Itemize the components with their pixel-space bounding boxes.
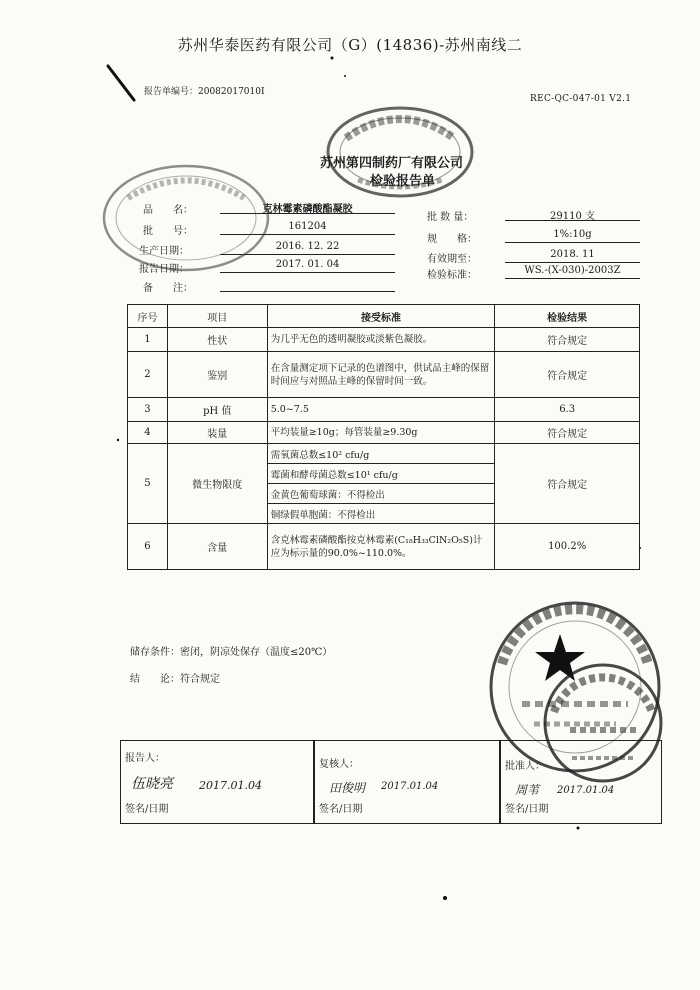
row-substandard: 金黄色葡萄球菌：不得检出 — [267, 484, 495, 504]
product-label: 品 名： — [143, 205, 193, 216]
mfg-date-label: 生产日期： — [139, 246, 189, 257]
spec-value: 1%:10g — [505, 229, 640, 243]
row-result: 100.2% — [495, 524, 640, 570]
approver-signature: 周苇 — [515, 783, 540, 797]
reporter-signature: 伍晓亮 — [131, 776, 173, 792]
conclusion: 结 论：符合规定 — [130, 674, 220, 685]
product-value: 克林霉素磷酸酯凝胶 — [220, 200, 395, 214]
col-header-result: 检验结果 — [495, 305, 640, 328]
row-result: 6.3 — [495, 398, 640, 422]
row-item: 鉴别 — [167, 352, 267, 398]
storage-conditions: 储存条件：密闭，阴凉处保存（温度≤20℃） — [130, 647, 333, 658]
row-no: 5 — [128, 444, 168, 524]
row-standard: 含克林霉素磷酸酯按克林霉素(C₁₈H₃₃ClN₂O₅S)计应为标示量的90.0%~110.0%。 — [267, 524, 495, 570]
reporter-title: 报告人： — [125, 753, 165, 764]
form-code: REC-QC-047-01 V2.1 — [530, 94, 632, 104]
reporter-date: 2017.01.04 — [199, 779, 262, 792]
spec-label: 规 格： — [427, 234, 477, 245]
row-item: 装量 — [167, 422, 267, 444]
row-result: 符合规定 — [495, 352, 640, 398]
row-result: 符合规定 — [495, 328, 640, 352]
company-name: 苏州第四制药厂有限公司 — [320, 156, 464, 171]
quantity-value: 29110 支 — [505, 207, 640, 221]
col-header-item: 项目 — [167, 305, 267, 328]
row-substandard: 霉菌和酵母菌总数≤10¹ cfu/g — [267, 464, 495, 484]
document-header: 苏州华泰医药有限公司（G）(14836)-苏州南线二 — [177, 36, 523, 54]
row-standard: 5.0~7.5 — [267, 398, 495, 422]
approver-sign-label: 签名/日期 — [505, 804, 549, 815]
standard-value: WS.-(X-030)-2003Z — [505, 265, 640, 279]
row-item: 微生物限度 — [167, 444, 267, 524]
report-date-label: 报告日期： — [139, 264, 189, 275]
row-no: 1 — [128, 328, 168, 352]
reporter-sign-label: 签名/日期 — [125, 804, 169, 815]
reviewer-sign-label: 签名/日期 — [319, 804, 363, 815]
row-no: 3 — [128, 398, 168, 422]
reviewer-title: 复核人： — [319, 759, 359, 770]
report-number: 报告单编号：20082017010I — [144, 87, 265, 97]
row-item: pH 值 — [167, 398, 267, 422]
quantity-label: 批 数 量： — [427, 212, 474, 223]
reviewer-signature: 田俊明 — [329, 781, 366, 795]
approver-date: 2017.01.04 — [557, 785, 615, 796]
row-standard: 为几乎无色的透明凝胶或淡紫色凝胶。 — [267, 328, 495, 352]
standard-label: 检验标准： — [427, 270, 477, 281]
expiry-label: 有效期至： — [427, 254, 477, 265]
row-result: 符合规定 — [495, 422, 640, 444]
row-standard: 在含量测定项下记录的色谱图中，供试品主峰的保留时间应与对照品主峰的保留时间一致。 — [267, 352, 495, 398]
row-substandard: 需氧菌总数≤10² cfu/g — [267, 444, 495, 464]
report-date-value: 2017. 01. 04 — [220, 259, 395, 273]
row-substandard: 铜绿假单胞菌：不得检出 — [267, 504, 495, 524]
row-result: 符合规定 — [495, 444, 640, 524]
row-no: 2 — [128, 352, 168, 398]
approver-title: 批准人： — [505, 761, 545, 772]
mfg-date-value: 2016. 12. 22 — [220, 241, 395, 255]
row-standard: 平均装量≥10g；每管装量≥9.30g — [267, 422, 495, 444]
row-item: 性状 — [167, 328, 267, 352]
report-title: 检验报告单 — [370, 174, 436, 189]
reviewer-date: 2017.01.04 — [381, 781, 439, 792]
row-no: 4 — [128, 422, 168, 444]
row-no: 6 — [128, 524, 168, 570]
remark-label: 备 注： — [143, 283, 193, 294]
col-header-standard: 接受标准 — [267, 305, 495, 328]
col-header-no: 序号 — [128, 305, 168, 328]
expiry-value: 2018. 11 — [505, 249, 640, 263]
batch-value: 161204 — [220, 221, 395, 235]
row-item: 含量 — [167, 524, 267, 570]
batch-label: 批 号： — [143, 226, 193, 237]
